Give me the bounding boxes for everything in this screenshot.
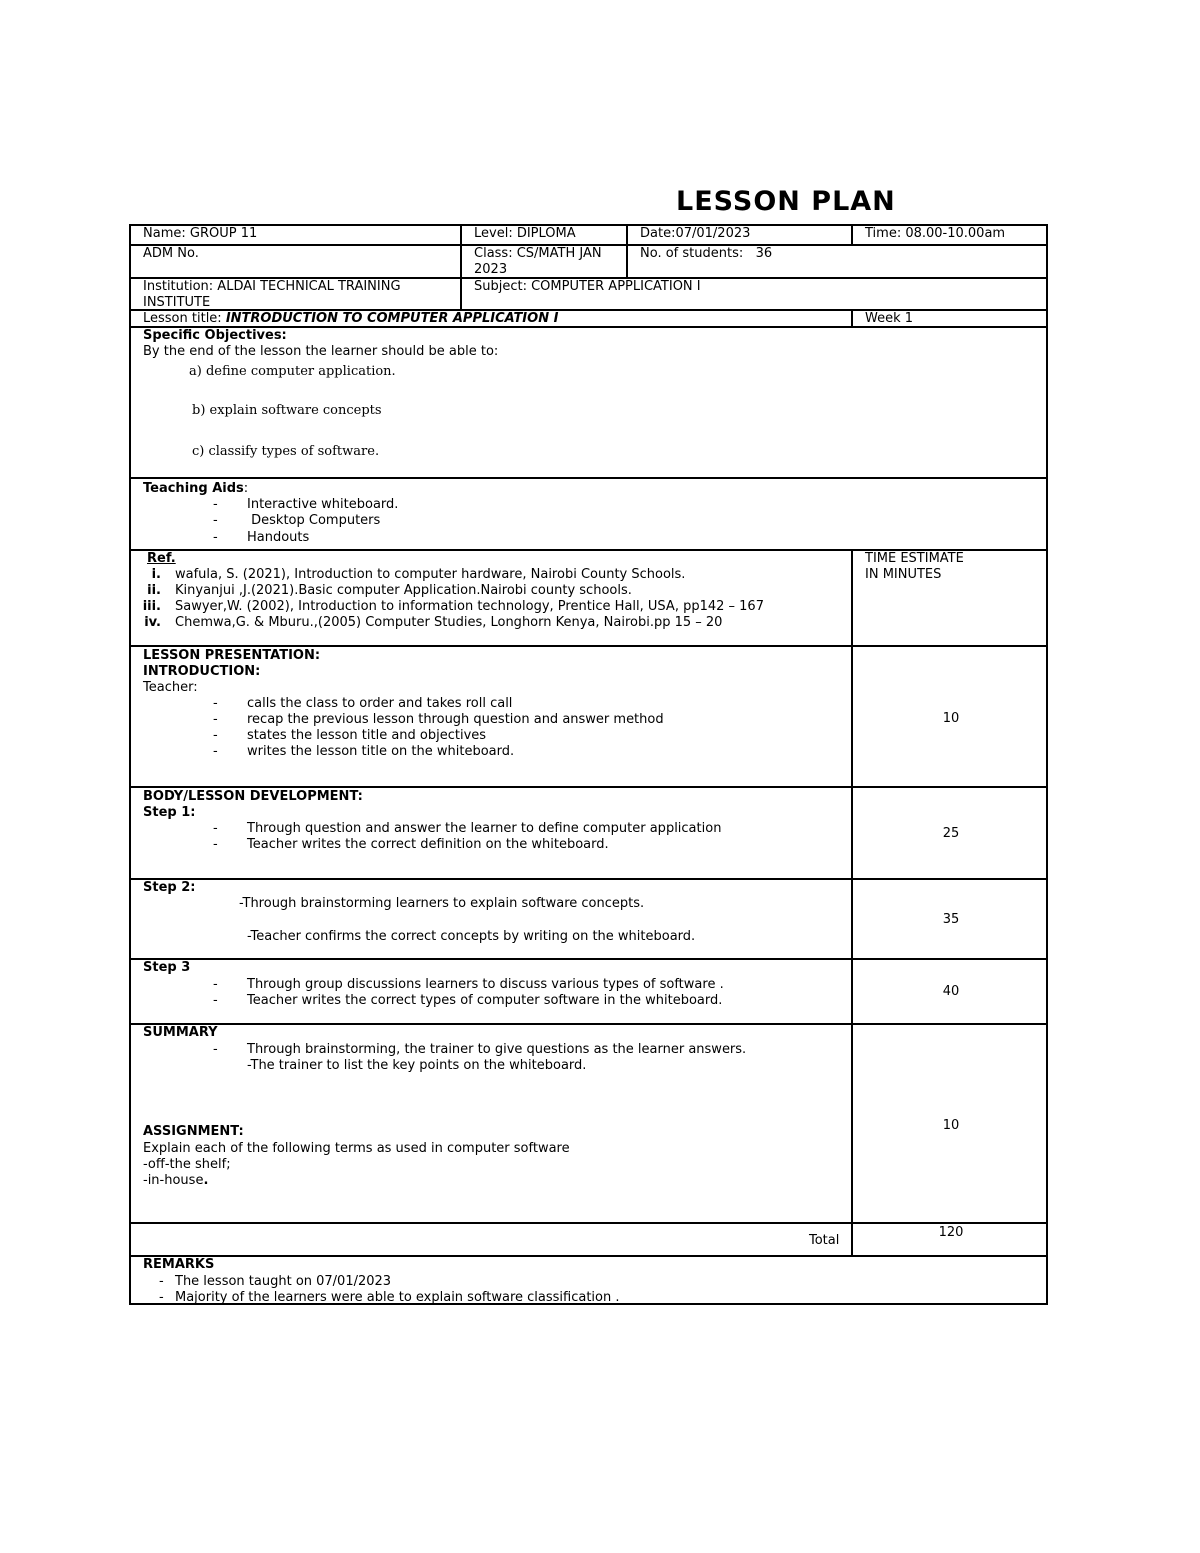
remark-item: The lesson taught on 07/01/2023: [175, 1274, 392, 1289]
body-heading: BODY/LESSON DEVELOPMENT:: [143, 789, 363, 804]
step1-label: Step 1:: [143, 805, 196, 820]
references-heading: Ref.: [147, 551, 176, 566]
introduction-heading: INTRODUCTION:: [143, 664, 261, 679]
assignment-dot: .: [203, 1173, 209, 1188]
page-title: LESSON PLAN: [676, 186, 896, 217]
reference-numeral: ii.: [147, 583, 161, 598]
teaching-aids-heading: Teaching Aids: [143, 481, 244, 496]
teaching-aid-item: Handouts: [247, 530, 310, 545]
summary-item: Through brainstorming, the trainer to give questions as the learner answers.: [247, 1042, 747, 1057]
bullet-dash: -: [213, 712, 218, 727]
step2-section: [131, 880, 851, 958]
time-estimate-line-2: IN MINUTES: [865, 567, 942, 582]
step2-minutes: 35: [942, 912, 960, 927]
teaching-aids-section: [131, 479, 1048, 549]
step1-section: [131, 788, 851, 878]
step3-minutes: 40: [942, 984, 960, 999]
objective-item: b) explain software concepts: [192, 403, 382, 418]
objectives-section: [131, 328, 1048, 477]
bullet-dash: -: [213, 696, 218, 711]
introduction-section: [131, 647, 851, 786]
class-line-2: 2023: [474, 262, 508, 277]
summary-line: -The trainer to list the key points on the whiteboard.: [247, 1058, 587, 1073]
reference-item: Chemwa,G. & Mburu.,(2005) Computer Studies, Longhorn Kenya, Nairobi.pp 15 – 20: [175, 615, 723, 630]
summary-minutes: 10: [942, 1118, 960, 1133]
institution-line-1: Institution: ALDAI TECHNICAL TRAINING: [143, 279, 401, 294]
bullet-dash: -: [213, 821, 218, 836]
reference-item: Kinyanjui ,J.(2021).Basic computer Application.Nairobi county schools.: [175, 583, 632, 598]
bullet-dash: -: [213, 993, 218, 1008]
teaching-aids-colon: :: [243, 481, 249, 496]
assignment-item-text: -in-house: [143, 1173, 204, 1188]
assignment-heading: ASSIGNMENT:: [143, 1124, 244, 1139]
class-cell: [462, 246, 626, 277]
presentation-heading: LESSON PRESENTATION:: [143, 648, 321, 663]
objectives-intro: By the end of the lesson the learner should be able to:: [143, 344, 499, 359]
students-cell: No. of students: 36: [640, 246, 773, 261]
bullet-dash: -: [159, 1290, 164, 1305]
time-cell: Time: 08.00-10.00am: [865, 226, 1006, 241]
step3-item: Teacher writes the correct types of computer software in the whiteboard.: [247, 993, 723, 1008]
name-cell: Name: GROUP 11: [143, 226, 258, 241]
reference-item: Sawyer,W. (2002), Introduction to information technology, Prentice Hall, USA, pp142 – 167: [175, 599, 764, 614]
teaching-aid-item: Desktop Computers: [247, 513, 381, 528]
bullet-dash: -: [213, 530, 218, 545]
assignment-text: Explain each of the following terms as used in computer software: [143, 1141, 570, 1156]
lesson-title: INTRODUCTION TO COMPUTER APPLICATION I: [225, 311, 559, 326]
total-value: 120: [938, 1225, 964, 1240]
step2-line: -Teacher confirms the correct concepts by writing on the whiteboard.: [247, 929, 696, 944]
reference-numeral: iii.: [142, 599, 161, 614]
institution-cell: [131, 279, 460, 309]
summary-heading: SUMMARY: [143, 1025, 218, 1040]
lesson-title-label: Lesson title:: [143, 311, 226, 326]
objective-item: a) define computer application.: [189, 364, 396, 379]
objectives-heading: Specific Objectives:: [143, 328, 287, 343]
assignment-item: [143, 1173, 208, 1189]
adm-cell: ADM No.: [143, 246, 199, 261]
references-section: [131, 551, 851, 645]
date-cell: Date:07/01/2023: [640, 226, 751, 241]
step1-item: Teacher writes the correct definition on the whiteboard.: [247, 837, 609, 852]
step2-line: -Through brainstorming learners to explain software concepts.: [239, 896, 645, 911]
class-line-1: Class: CS/MATH JAN: [474, 246, 602, 261]
step2-label: Step 2:: [143, 880, 196, 895]
bullet-dash: -: [213, 513, 218, 528]
bullet-dash: -: [213, 497, 218, 512]
intro-item: states the lesson title and objectives: [247, 728, 487, 743]
step3-label: Step 3: [143, 960, 191, 975]
remarks-heading: REMARKS: [143, 1257, 215, 1272]
lesson-title-cell: [131, 311, 851, 326]
bullet-dash: -: [213, 744, 218, 759]
time-estimate-line-1: TIME ESTIMATE: [865, 551, 964, 566]
objective-item: c) classify types of software.: [192, 444, 380, 459]
institution-line-2: INSTITUTE: [143, 295, 211, 309]
time-estimate-heading: [853, 551, 1049, 645]
lesson-plan-table: [129, 224, 1048, 1305]
reference-item: wafula, S. (2021), Introduction to computer hardware, Nairobi County Schools.: [175, 567, 686, 582]
bullet-dash: -: [213, 977, 218, 992]
bullet-dash: -: [213, 1042, 218, 1057]
assignment-item: -off-the shelf;: [143, 1157, 231, 1172]
summary-section: [131, 1025, 851, 1222]
row-divider: [131, 1222, 1046, 1224]
bullet-dash: -: [213, 728, 218, 743]
column-divider: [851, 549, 853, 1255]
teacher-label: Teacher:: [143, 680, 198, 695]
intro-item: recap the previous lesson through question and answer method: [247, 712, 664, 727]
remark-item: Majority of the learners were able to explain software classification .: [175, 1290, 620, 1305]
step3-item: Through group discussions learners to discuss various types of software .: [247, 977, 724, 992]
step1-minutes: 25: [942, 826, 960, 841]
subject-cell: Subject: COMPUTER APPLICATION I: [474, 279, 701, 294]
bullet-dash: -: [159, 1274, 164, 1289]
reference-numeral: i.: [151, 567, 161, 582]
intro-item: writes the lesson title on the whiteboard.: [247, 744, 515, 759]
remarks-section: [131, 1257, 1048, 1305]
step3-section: [131, 960, 851, 1023]
bullet-dash: -: [213, 837, 218, 852]
level-cell: Level: DIPLOMA: [474, 226, 576, 241]
reference-numeral: iv.: [144, 615, 161, 630]
total-label: Total: [809, 1233, 840, 1248]
teaching-aid-item: Interactive whiteboard.: [247, 497, 399, 512]
step1-item: Through question and answer the learner to define computer application: [247, 821, 722, 836]
week-cell: Week 1: [865, 311, 914, 326]
intro-item: calls the class to order and takes roll call: [247, 696, 513, 711]
introduction-minutes: 10: [942, 711, 960, 726]
